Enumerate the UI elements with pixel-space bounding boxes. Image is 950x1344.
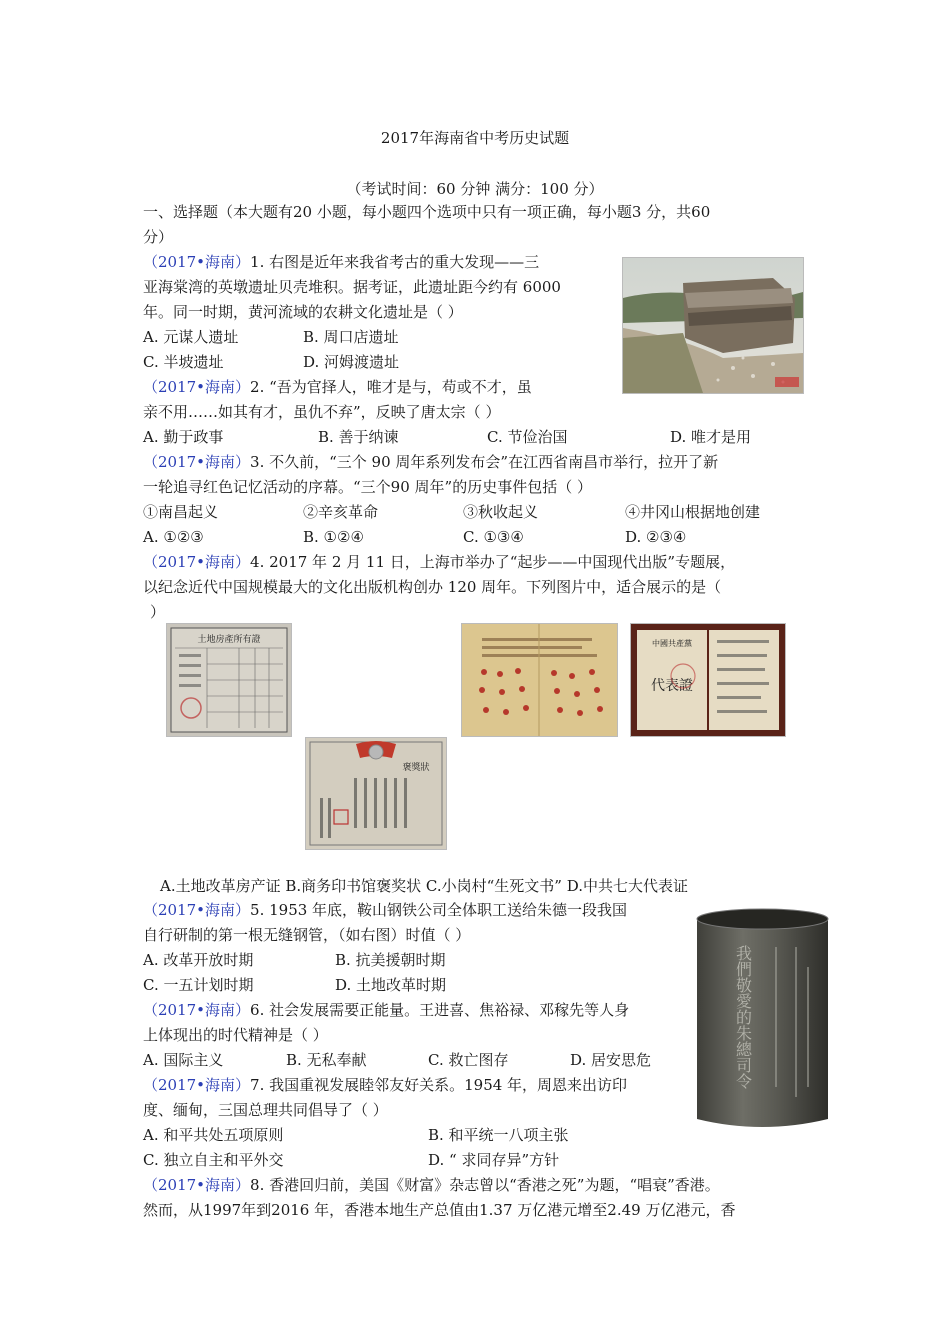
- q2-option-b: B. 善于纳谏: [318, 428, 399, 446]
- q3-option-b: B. ①②④: [303, 528, 364, 546]
- question-4: [143, 553, 735, 571]
- q3-event-2: ②辛亥革命: [303, 503, 379, 521]
- land-certificate-image: [166, 623, 292, 737]
- question-8: [143, 1176, 720, 1194]
- q1-option-a: A. 元谋人遗址: [143, 328, 239, 346]
- source-tag: （2017•海南）: [143, 253, 251, 271]
- q5-option-b: B. 抗美援朝时期: [335, 951, 446, 969]
- section-heading-cont: 分）: [143, 228, 174, 246]
- question-8-line2: 然而，从1997年到2016 年，香港本地生产总值由1.37 万亿港元增至2.49 万亿港元，香: [143, 1201, 736, 1219]
- question-6: [143, 1001, 629, 1019]
- q4-options: A.土地改革房产证 B.商务印书馆褒奖状 C.小岗村“生死文书” D.中共七大代表证: [160, 877, 689, 895]
- source-tag: （2017•海南）: [143, 1001, 251, 1019]
- question-1-line2: 亚海棠湾的英墩遗址贝壳堆积。据考证，此遗址距今约有 6000: [143, 278, 561, 296]
- question-3: [143, 453, 718, 471]
- award-certificate-image: [305, 737, 447, 850]
- source-tag: （2017•海南）: [143, 453, 251, 471]
- question-text: 3. 不久前，“三个 90 周年系列发布会”在江西省南昌市举行，拉开了新: [250, 453, 719, 471]
- question-text: 2. “吾为官择人，唯才是与，苟或不才，虽: [250, 378, 532, 396]
- section-heading: 一、选择题（本大题有20 小题，每小题四个选项中只有一项正确，每小题3 分，共60: [143, 203, 711, 221]
- question-text: 1. 右图是近年来我省考古的重大发现——三: [250, 253, 540, 271]
- delegate-card-party: 中國共產黨: [652, 639, 692, 648]
- q3-option-a: A. ①②③: [143, 528, 204, 546]
- q1-option-c: C. 半坡遗址: [143, 353, 224, 371]
- q1-option-b: B. 周口店遗址: [303, 328, 399, 346]
- source-tag: （2017•海南）: [143, 1076, 251, 1094]
- question-text: 7. 我国重视发展睦邻友好关系。1954 年，周恩来出访印: [250, 1076, 628, 1094]
- q6-option-a: A. 国际主义: [143, 1051, 224, 1069]
- question-2: [143, 378, 532, 396]
- q6-option-d: D. 居安思危: [570, 1051, 652, 1069]
- q7-option-d: D. “ 求同存异”方针: [428, 1151, 560, 1169]
- shell-heap-photo: [622, 257, 804, 394]
- land-certificate-title: 土地房產所有證: [197, 635, 261, 645]
- source-tag: （2017•海南）: [143, 1176, 251, 1194]
- q7-option-c: C. 独立自主和平外交: [143, 1151, 284, 1169]
- question-5: [143, 901, 627, 919]
- question-5-line2: 自行研制的第一根无缝钢管，（如右图）时值（ ）: [143, 926, 471, 944]
- delegate-card-image: [630, 623, 786, 737]
- q6-option-c: C. 救亡图存: [428, 1051, 509, 1069]
- q3-option-d: D. ②③④: [625, 528, 687, 546]
- q5-option-c: C. 一五计划时期: [143, 976, 254, 994]
- pipe-inscription: 我們敬愛的朱總司令: [733, 945, 753, 1089]
- delegate-card-title: 代表證: [651, 678, 693, 694]
- q3-event-4: ④井冈山根据地创建: [625, 503, 761, 521]
- q1-option-d: D. 河姆渡遗址: [303, 353, 400, 371]
- question-4-line2: 以纪念近代中国规模最大的文化出版机构创办 120 周年。下列图片中，适合展示的是（: [143, 578, 722, 596]
- q5-option-d: D. 土地改革时期: [335, 976, 447, 994]
- question-text: 5. 1953 年底，鞍山钢铁公司全体职工送给朱德一段我国: [250, 901, 628, 919]
- question-text: 8. 香港回归前，美国《财富》杂志曾以“香港之死”为题，“唱衰”香港。: [250, 1176, 720, 1194]
- source-tag: （2017•海南）: [143, 901, 251, 919]
- xiaogang-document-image: [461, 623, 618, 737]
- question-text: 4. 2017 年 2 月 11 日，上海市举办了“起步——中国现代出版”专题展，: [250, 553, 736, 571]
- question-text: 6. 社会发展需要正能量。王进喜、焦裕禄、邓稼先等人身: [250, 1001, 630, 1019]
- question-7-line2: 度、缅甸，三国总理共同倡导了（ ）: [143, 1101, 388, 1119]
- question-4-line3: ）: [150, 603, 166, 621]
- question-1-line3: 年。同一时期，黄河流域的农耕文化遗址是（ ）: [143, 303, 463, 321]
- exam-info: （考试时间：60 分钟 满分：100 分）: [346, 180, 604, 198]
- q2-option-a: A. 勤于政事: [143, 428, 224, 446]
- q3-option-c: C. ①③④: [463, 528, 524, 546]
- q7-option-b: B. 和平统一八项主张: [428, 1126, 569, 1144]
- steel-pipe-photo: [695, 907, 830, 1132]
- q2-option-d: D. 唯才是用: [670, 428, 752, 446]
- q3-event-3: ③秋收起义: [463, 503, 539, 521]
- source-tag: （2017•海南）: [143, 378, 251, 396]
- q2-option-c: C. 节俭治国: [487, 428, 568, 446]
- q5-option-a: A. 改革开放时期: [143, 951, 254, 969]
- page-title: 2017年海南省中考历史试题: [380, 129, 570, 147]
- question-3-line2: 一轮追寻红色记忆活动的序幕。“三个90 周年”的历史事件包括（ ）: [143, 478, 592, 496]
- source-tag: （2017•海南）: [143, 553, 251, 571]
- q3-event-1: ①南昌起义: [143, 503, 219, 521]
- question-6-line2: 上体现出的时代精神是（ ）: [143, 1026, 328, 1044]
- q6-option-b: B. 无私奉献: [286, 1051, 367, 1069]
- q7-option-a: A. 和平共处五项原则: [143, 1126, 284, 1144]
- question-1: [143, 253, 539, 271]
- award-title: 褒獎狀: [402, 763, 430, 773]
- question-2-line2: 亲不用……如其有才，虽仇不弃”，反映了唐太宗（ ）: [143, 403, 501, 421]
- question-7: [143, 1076, 627, 1094]
